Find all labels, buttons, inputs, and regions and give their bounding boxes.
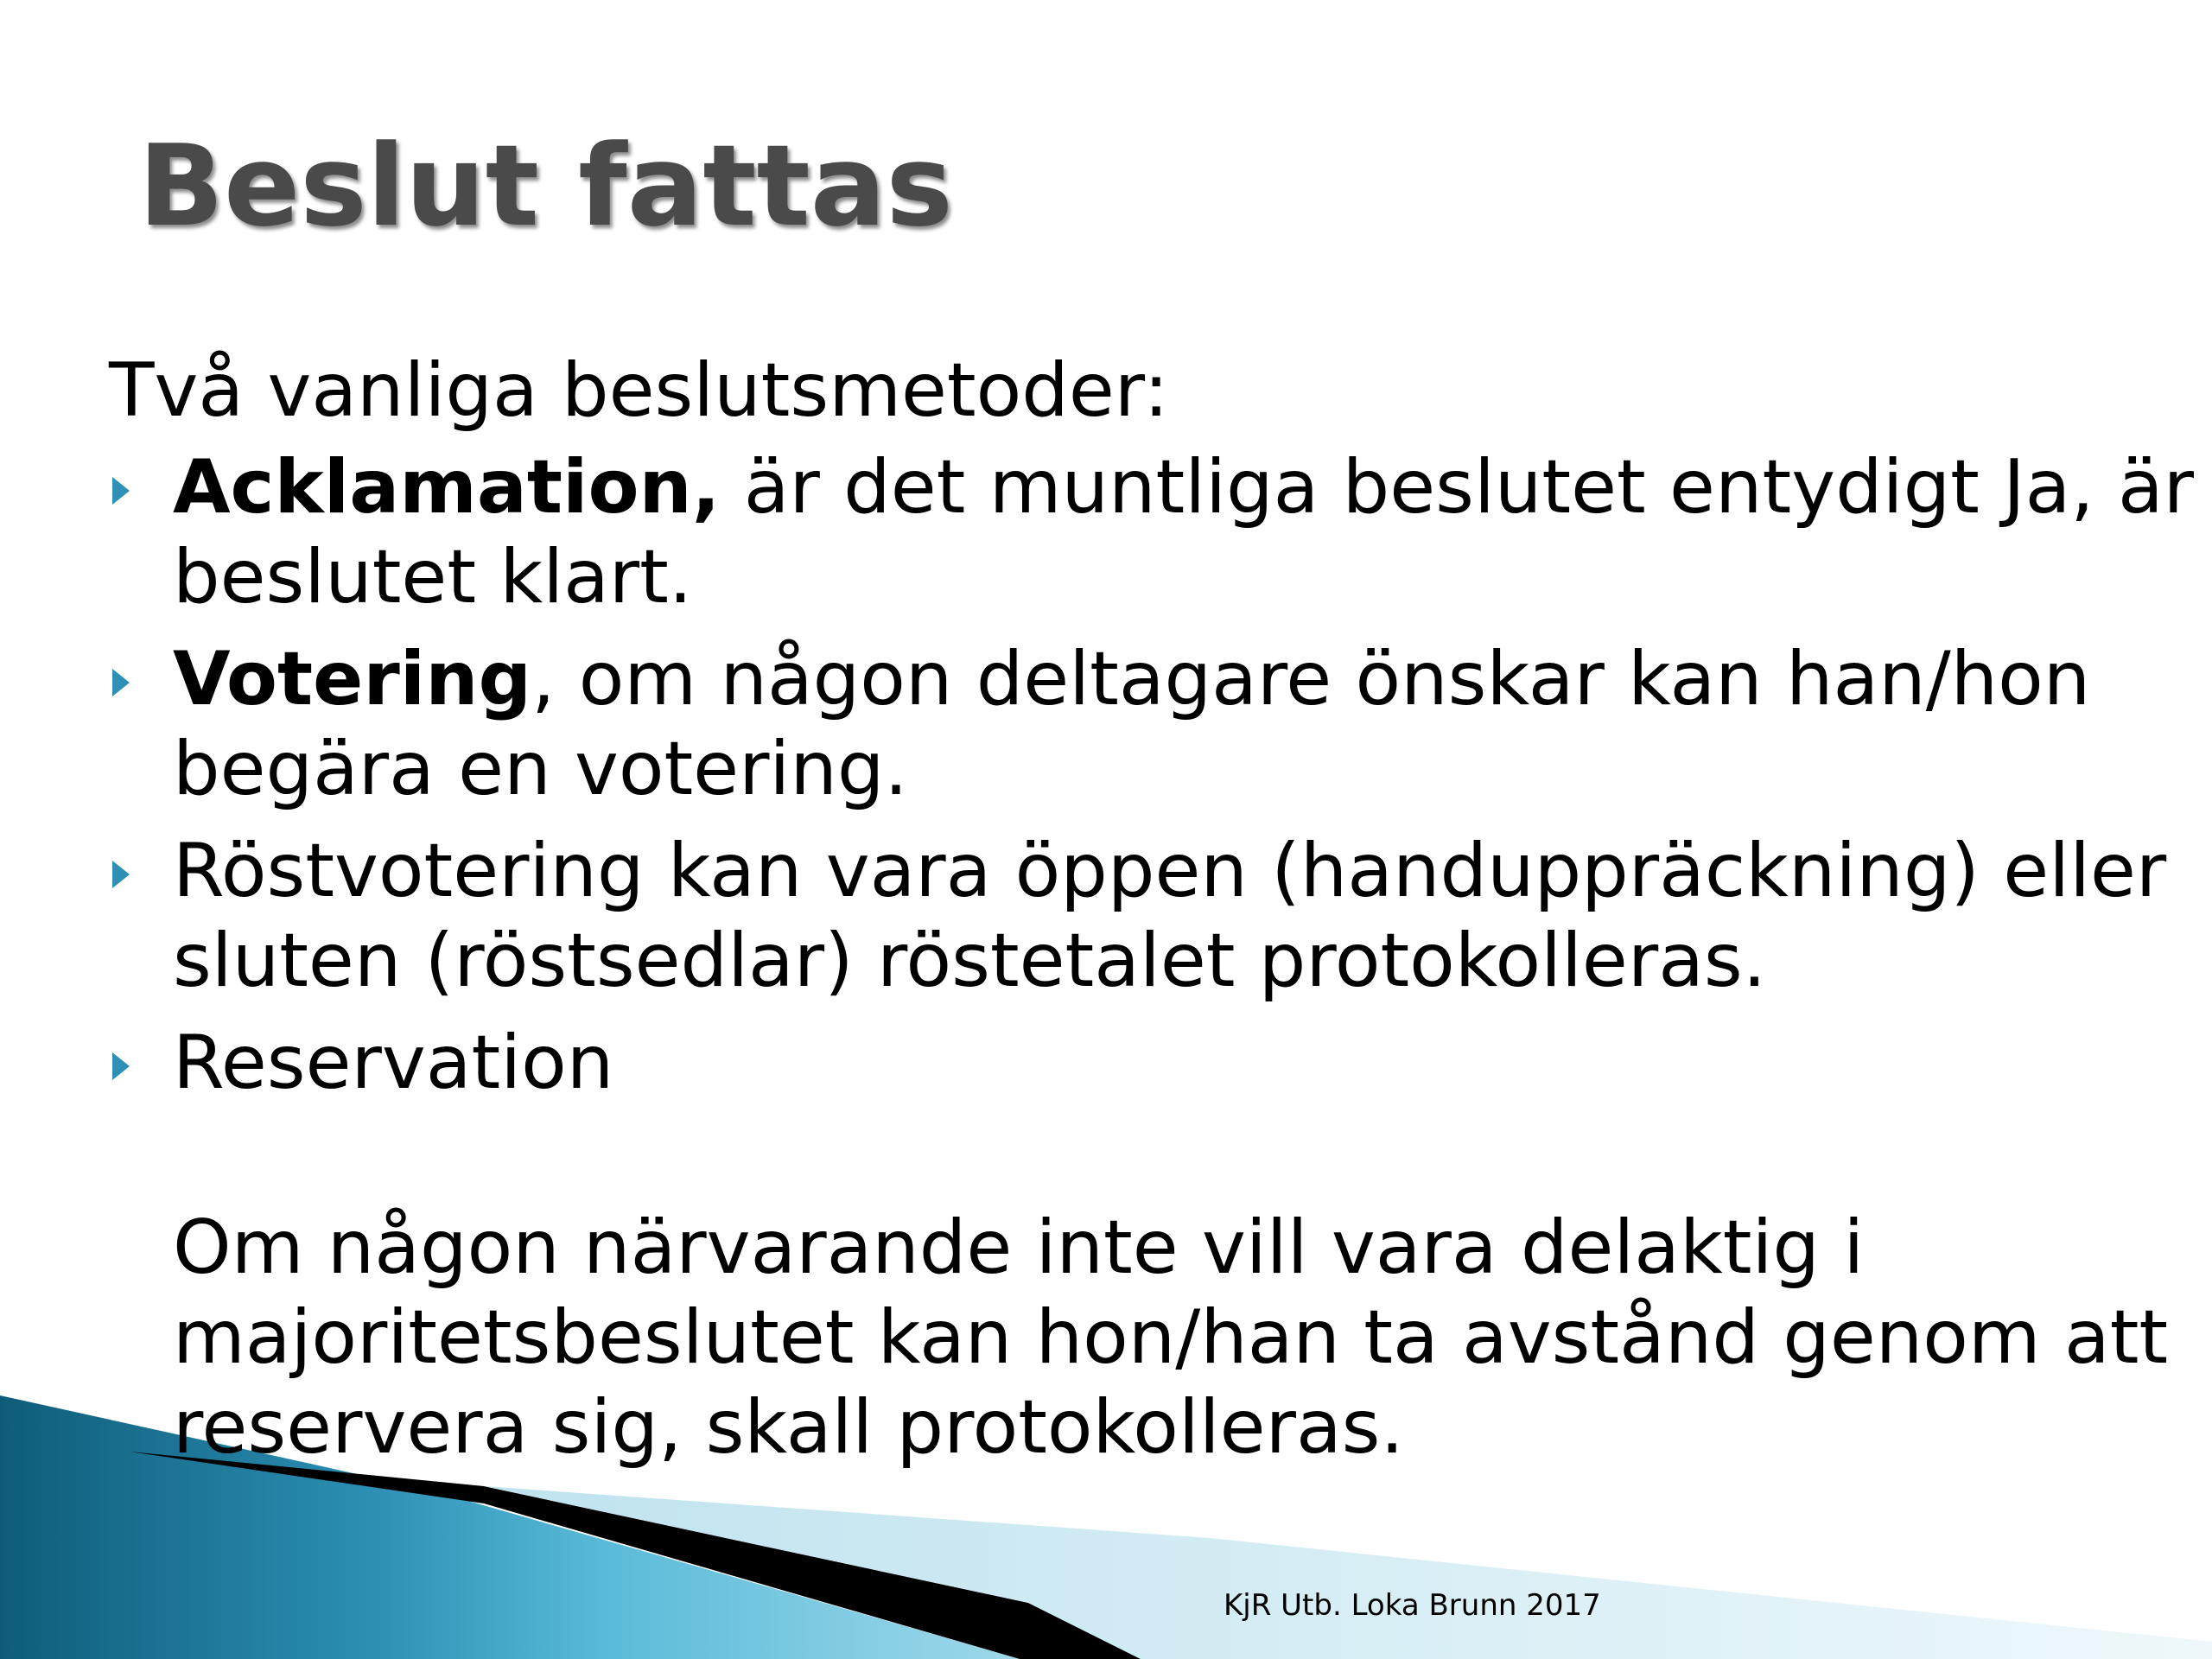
bullet-text: är det muntliga beslutet entydigt Ja, är beslutet klart.: [173, 444, 2195, 620]
intro-text: Två vanliga beslutsmetoder:: [109, 347, 1169, 434]
bullet-text: Reservation: [173, 1020, 614, 1106]
slide-footer: KjR Utb. Loka Brunn 2017: [1224, 1588, 1601, 1623]
bullet-term: Votering: [173, 636, 532, 722]
triangle-bullet-icon: [112, 669, 130, 696]
bullet-votering: [109, 634, 2200, 814]
triangle-bullet-icon: [112, 1052, 130, 1080]
triangle-bullet-icon: [112, 477, 130, 505]
slide-title: Beslut fattas: [138, 120, 953, 251]
bullet-reservation: [109, 1018, 2200, 1108]
bullet-acklamation: [109, 442, 2200, 622]
reservation-note: Om någon närvarande inte vill vara delaktig i majoritetsbeslutet kan hon/han ta avstånd genom att reservera sig, skall protokolleras.: [173, 1205, 2169, 1471]
bullet-rostvotering: [109, 826, 2200, 1006]
bullet-term: Acklamation,: [173, 444, 721, 531]
bullet-list: [109, 442, 2200, 1108]
bullet-text: Röstvotering kan vara öppen (handuppräckning) eller sluten (röstsedlar) röstetalet protokolleras.: [173, 828, 2167, 1004]
slide-body: [109, 346, 2200, 1472]
triangle-bullet-icon: [112, 861, 130, 888]
bullet-text: , om någon deltagare önskar kan han/hon begära en votering.: [173, 636, 2091, 812]
